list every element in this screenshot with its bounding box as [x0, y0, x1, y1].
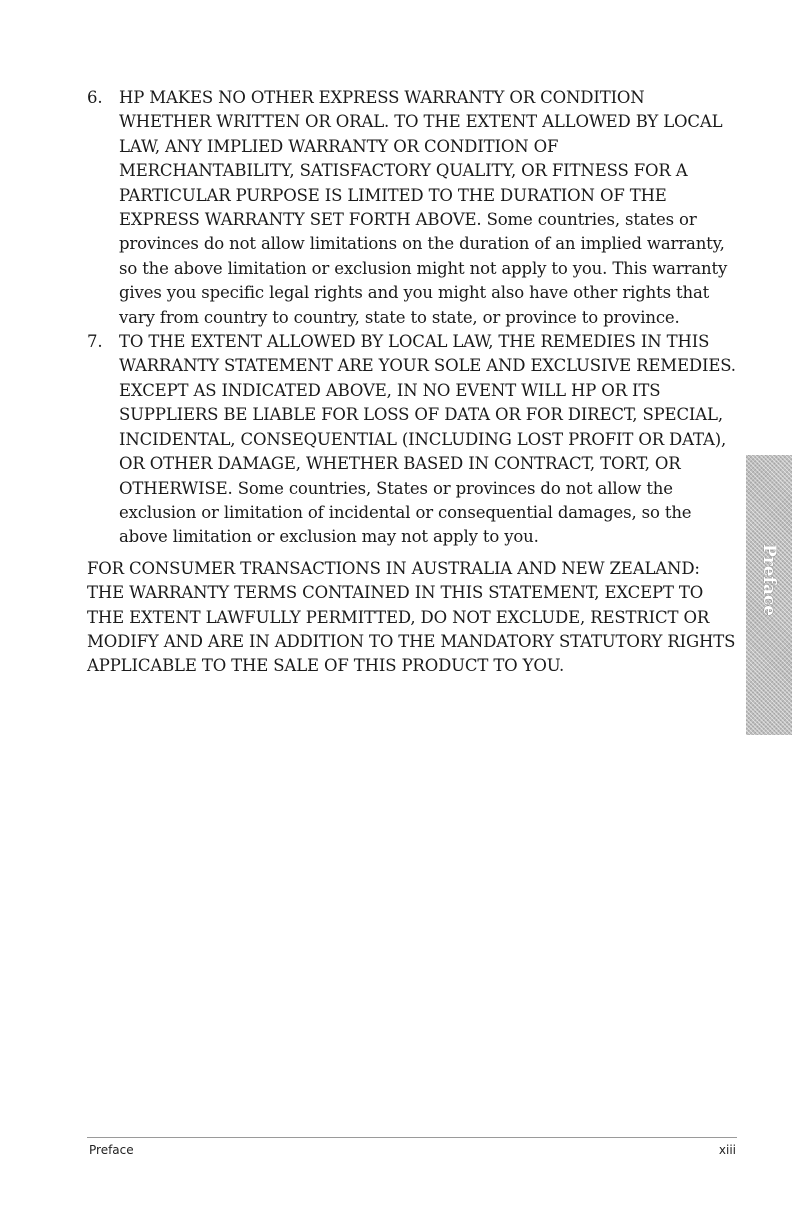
- thumb-tab-label: Preface: [759, 543, 779, 617]
- item-number: 7.: [87, 332, 103, 352]
- warranty-list: [87, 86, 737, 550]
- item-text: HP MAKES NO OTHER EXPRESS WARRANTY OR CONDITION WHETHER WRITTEN OR ORAL. TO THE EXTENT ALLOWED BY LOCAL LAW, ANY IMPLIED WARRANTY OR CONDITION OF MERCHANTABILITY, SATISFACTORY QUALITY, OR FITNESS FOR A PARTICULAR PURPOSE IS LIMITED TO THE DURATION OF THE EXPRESS WARRANTY SET FORTH ABOVE. Some countries, states or provinces do not allow limitations on the duration of an implied warranty, so the above limitation or exclusion might not apply to you. This warranty gives you specific legal rights and you might also have other rights that vary from country to country, state to state, or province to province.: [119, 88, 728, 327]
- warranty-item-6: [87, 86, 737, 330]
- item-number: 6.: [87, 88, 103, 107]
- footer-section-name: Preface: [89, 1143, 134, 1157]
- footer-divider: [87, 1137, 737, 1138]
- warranty-item-7: [87, 330, 737, 550]
- footer-page-number: xiii: [718, 1143, 736, 1157]
- item-text: TO THE EXTENT ALLOWED BY LOCAL LAW, THE REMEDIES IN THIS WARRANTY STATEMENT ARE YOUR SOLE AND EXCLUSIVE REMEDIES. EXCEPT AS INDICATED ABOVE, IN NO EVENT WILL HP OR ITS SUPPLIERS BE LIABLE FOR LOSS OF DATA OR FOR DIRECT, SPECIAL, INCIDENTAL, CONSEQUENTIAL (INCLUDING LOST PROFIT OR DATA), OR OTHER DAMAGE, WHETHER BASED IN CONTRACT, TORT, OR OTHERWISE. Some countries, States or provinces do not allow the exclusion or limitation of incidental or consequential damages, so the above limitation or exclusion may not apply to you.: [119, 332, 736, 547]
- consumer-transactions-paragraph: FOR CONSUMER TRANSACTIONS IN AUSTRALIA AND NEW ZEALAND: THE WARRANTY TERMS CONTAINED IN THIS STATEMENT, EXCEPT TO THE EXTENT LAWFULLY PERMITTED, DO NOT EXCLUDE, RESTRICT OR MODIFY AND ARE IN ADDITION TO THE MANDATORY STATUTORY RIGHTS APPLICABLE TO THE SALE OF THIS PRODUCT TO YOU.: [87, 558, 736, 676]
- section-thumb-tab: [746, 455, 792, 735]
- warranty-body: [87, 86, 737, 679]
